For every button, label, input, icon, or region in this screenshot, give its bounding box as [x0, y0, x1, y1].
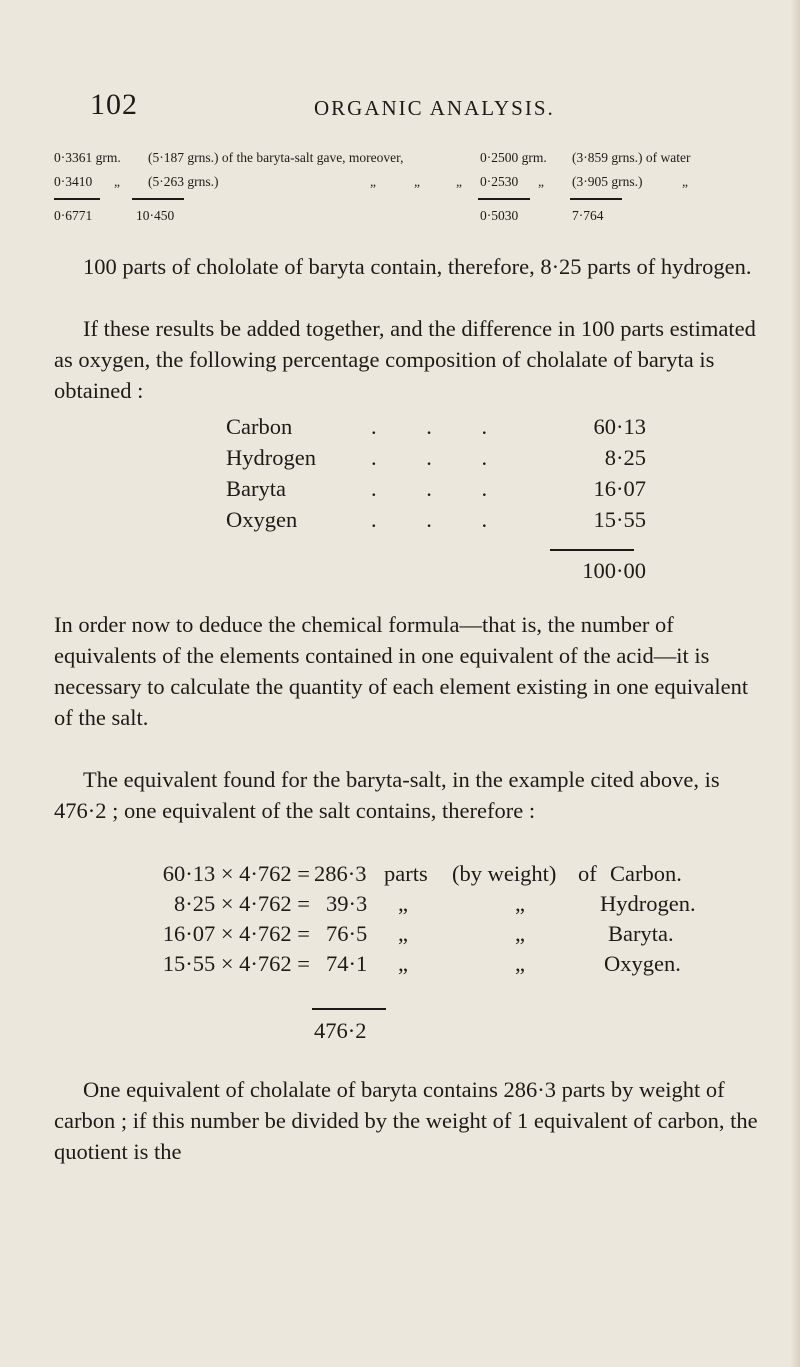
- calc-value: 0·2530: [480, 174, 519, 189]
- unit: of: [578, 861, 597, 886]
- result: 286·3: [314, 861, 367, 886]
- multiplication-total-row: [60, 1018, 760, 1048]
- multiplication-row: [60, 921, 760, 951]
- ditto-mark: „: [538, 174, 544, 189]
- element-name: Oxygen: [226, 507, 298, 532]
- calc-value: 0·3361 grm.: [54, 150, 121, 165]
- element-name: Carbon.: [610, 861, 682, 886]
- leader-dots: . . .: [371, 476, 510, 501]
- paragraph-hydrogen: 100 parts of chololate of baryta contain, therefore, 8·25 parts of hydrogen.: [83, 254, 752, 279]
- paragraph-results: If these results be added together, and the difference in 100 parts estimated as oxygen, the following percentage composition of cholalate of baryta is obtained :: [54, 316, 756, 403]
- ditto-mark: „: [398, 891, 408, 916]
- sum-rule: [570, 198, 622, 200]
- result: 76·5: [326, 921, 368, 946]
- paragraph-carbon: One equivalent of cholalate of baryta contains 286·3 parts by weight of carbon ; if this number be divided by the weight of 1 equivalent of carbon, the quotient is the: [54, 1077, 758, 1164]
- multiplication-total: [60, 1018, 760, 1048]
- composition-row: [226, 414, 646, 445]
- composition-row: [226, 507, 646, 538]
- ditto-mark: „: [515, 951, 525, 976]
- multiplication-row: [60, 951, 760, 981]
- percentage: 60·13: [593, 414, 646, 439]
- calc-text: (3·859 grns.) of water: [572, 150, 691, 165]
- leader-dots: . . .: [371, 445, 510, 470]
- total-rule: [550, 549, 634, 551]
- composition-total: [226, 558, 646, 589]
- element-name: Oxygen.: [604, 951, 681, 976]
- leader-dots: . . .: [371, 507, 510, 532]
- paragraph-formula: In order now to deduce the chemical formula—that is, the number of equivalents of the elements contained in one equivalent of the acid—it is necessary to calculate the quantity of each element existing in one equivalent of the salt.: [54, 612, 749, 730]
- page-edge: [790, 0, 800, 1367]
- composition-row: [226, 476, 646, 507]
- paragraph-equivalent: The equivalent found for the baryta-salt, in the example cited above, is 476·2 ; one equivalent of the salt contains, therefore :: [54, 767, 720, 823]
- ditto-mark: „: [398, 951, 408, 976]
- ditto-mark: „: [398, 921, 408, 946]
- result: 74·1: [326, 951, 368, 976]
- calc-text: (5·187 grns.) of the baryta-salt gave, moreover,: [148, 150, 404, 165]
- sum-rule: [478, 198, 530, 200]
- ditto-mark: „: [456, 174, 462, 189]
- ditto-mark: „: [515, 921, 525, 946]
- running-head: ORGANIC ANALYSIS.: [314, 96, 555, 120]
- percentage: 15·55: [593, 507, 646, 532]
- expression: 60·13 × 4·762 =: [162, 861, 310, 886]
- element-name: Baryta.: [608, 921, 674, 946]
- unit: parts: [384, 861, 428, 886]
- expression: 8·25 × 4·762 =: [174, 891, 310, 916]
- result-total: 476·2: [314, 1018, 367, 1043]
- composition-row: [226, 445, 646, 476]
- ditto-mark: „: [370, 174, 376, 189]
- multiplication-table: [60, 861, 760, 981]
- percentage: 16·07: [593, 476, 646, 501]
- calc-sum: 0·6771: [54, 208, 93, 223]
- percentage: 8·25: [604, 445, 646, 470]
- calc-sum: 10·450: [136, 208, 175, 223]
- calc-value: 0·2500 grm.: [480, 150, 547, 165]
- calc-value: 0·3410: [54, 174, 93, 189]
- sum-rule: [132, 198, 184, 200]
- element-name: Hydrogen.: [600, 891, 696, 916]
- page-number: 102: [90, 88, 138, 121]
- calc-text: (5·263 grns.): [148, 174, 219, 189]
- ditto-mark: „: [515, 891, 525, 916]
- element-name: Baryta: [226, 476, 286, 501]
- ditto-mark: „: [114, 174, 120, 189]
- composition-total-row: [226, 558, 646, 589]
- leader-dots: . . .: [371, 414, 510, 439]
- calc-text: (3·905 grns.): [572, 174, 643, 189]
- element-name: Hydrogen: [226, 445, 316, 470]
- element-name: Carbon: [226, 414, 293, 439]
- unit: (by weight): [452, 861, 557, 886]
- sum-rule: [54, 198, 100, 200]
- total-rule: [312, 1008, 386, 1010]
- multiplication-row: [60, 891, 760, 921]
- page-header: [90, 88, 780, 128]
- calc-sum: 0·5030: [480, 208, 519, 223]
- expression: 15·55 × 4·762 =: [162, 951, 310, 976]
- multiplication-row: [60, 861, 760, 891]
- composition-table: [226, 414, 646, 538]
- ditto-mark: „: [414, 174, 420, 189]
- calc-sum: 7·764: [572, 208, 604, 223]
- percentage-total: 100·00: [582, 558, 646, 583]
- ditto-mark: „: [682, 174, 688, 189]
- result: 39·3: [326, 891, 368, 916]
- expression: 16·07 × 4·762 =: [162, 921, 310, 946]
